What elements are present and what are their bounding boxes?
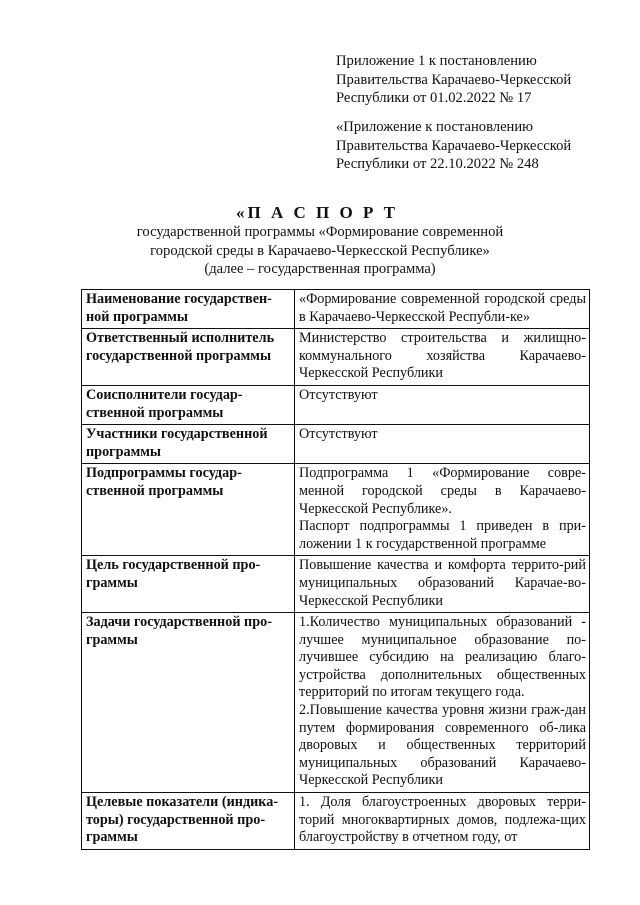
row-value [295, 290, 590, 329]
table-row [82, 556, 590, 613]
value-paragraph: Министерство строительства и жилищно-коммунального хозяйства Карачаево-Черкесской Республики [299, 330, 586, 382]
table-row [82, 385, 590, 424]
row-label: Задачи государственной про-граммы [82, 613, 295, 793]
row-label: Ответственный исполнитель государственной программы [82, 329, 295, 386]
appendix-note-1 [336, 52, 571, 108]
appendix-line: Приложение 1 к постановлению [336, 53, 537, 69]
row-value [295, 425, 590, 464]
table-row [82, 329, 590, 386]
value-paragraph: Отсутствуют [299, 426, 378, 443]
appendix-line: «Приложение к постановлению [336, 119, 534, 135]
row-label: Участники государственной программы [82, 425, 295, 464]
table-row [82, 613, 590, 793]
appendix-note-2 [336, 118, 571, 174]
table-row [82, 425, 590, 464]
row-label: Соисполнители государ-ственной программы [82, 385, 295, 424]
passport-table [81, 289, 590, 850]
table-row [82, 290, 590, 329]
subtitle-line: (далее – государственная программа) [204, 261, 436, 277]
appendix-line: Правительства Карачаево-Черкесской [336, 71, 572, 88]
row-label: Цель государственной про-граммы [82, 556, 295, 613]
row-label: Целевые показатели (индика-торы) государственной про-граммы [82, 793, 295, 850]
value-paragraph: Подпрограмма 1 «Формирование совре-менной городской среды в Карачаево-Черкесской Республике». [299, 465, 586, 517]
value-paragraph: Отсутствуют [299, 386, 378, 403]
row-value [295, 329, 590, 386]
appendix-line: Правительства Карачаево-Черкесской [336, 137, 572, 154]
document-title: «П А С П О Р Т [236, 203, 398, 222]
row-value [295, 464, 590, 556]
row-value [295, 793, 590, 850]
subtitle-line: государственной программы «Формирование современной [136, 224, 504, 240]
row-value [295, 613, 590, 793]
table-row [82, 464, 590, 556]
row-value [295, 385, 590, 424]
document-heading [0, 203, 640, 279]
value-paragraph: «Формирование современной городской среды в Карачаево-Черкесской Республи-ке» [299, 291, 586, 325]
value-paragraph: Повышение качества и комфорта террито-рий муниципальных образований Карачае-во-Черкесской Республики [299, 557, 586, 609]
subtitle-line: городской среды в Карачаево-Черкесской Республике» [150, 242, 490, 259]
appendix-line: Республики от 01.02.2022 № 17 [336, 90, 532, 106]
value-paragraph: 2.Повышение качества уровня жизни граж-дан путем формирования современного об-лика дворовых и общественных территорий муниципальных образований Карачаево-Черкесской Республики [299, 702, 586, 789]
row-label: Подпрограммы государ-ственной программы [82, 464, 295, 556]
row-label: Наименование государствен-ной программы [82, 290, 295, 329]
value-paragraph: 1. Доля благоустроенных дворовых терри-торий многоквартирных домов, подлежа-щих благоустройству в отчетном году, от [299, 794, 586, 846]
appendix-line: Республики от 22.10.2022 № 248 [336, 156, 539, 172]
value-paragraph: 1.Количество муниципальных образований - лучшее муниципальное образование по-лучившее субсидию на реализацию благо-устройства дополнительных общественных территорий по итогам текущего года. [299, 614, 586, 701]
row-value [295, 556, 590, 613]
table-row [82, 793, 590, 850]
value-paragraph: Паспорт подпрограммы 1 приведен в при-ложении 1 к государственной программе [299, 518, 586, 552]
